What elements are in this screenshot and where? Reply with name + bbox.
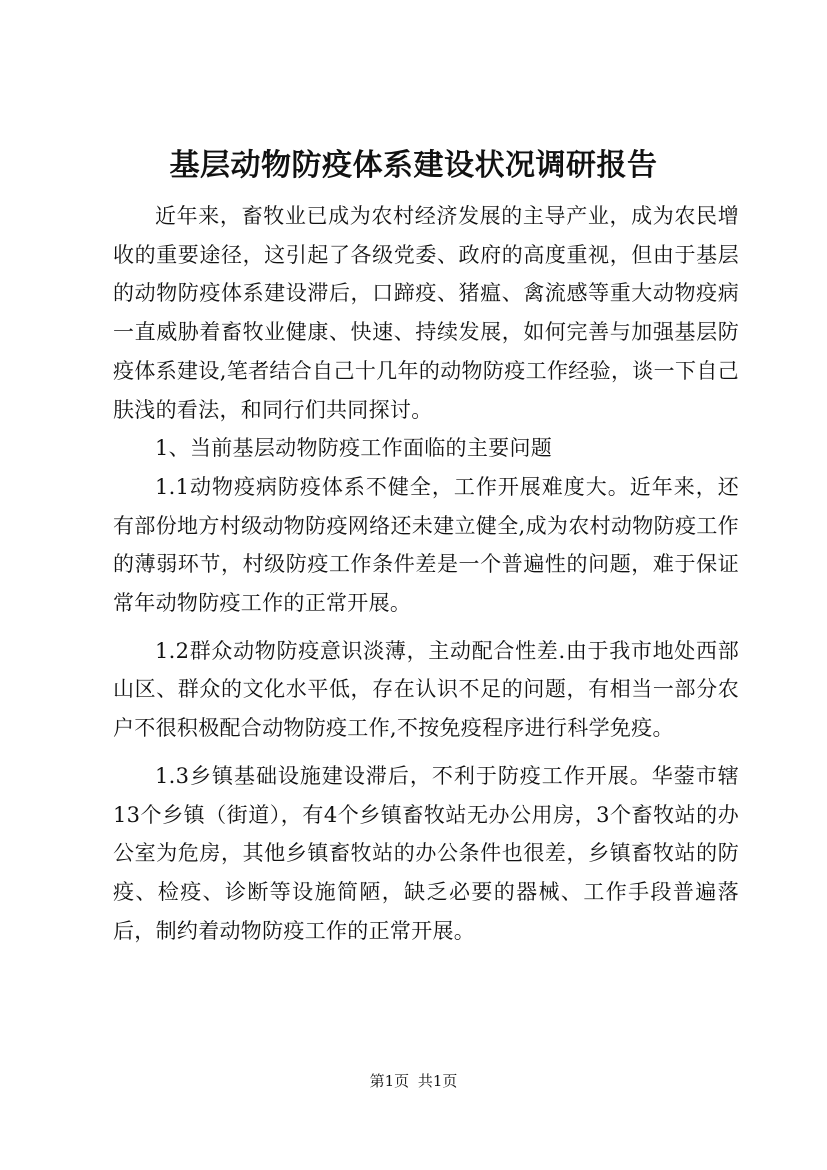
document-body bbox=[113, 197, 739, 950]
page-footer bbox=[0, 1071, 827, 1091]
section-heading-1: 1、当前基层动物防疫工作面临的主要问题 bbox=[155, 436, 553, 461]
paragraph-intro: 近年来，畜牧业已成为农村经济发展的主导产业，成为农民增收的重要途径，这引起了各级党委、政府的高度重视，但由于基层的动物防疫体系建设滞后，口蹄疫、猪瘟、禽流感等重大动物疫病一直威胁着畜牧业健康、快速、持续发展，如何完善与加强基层防疫体系建设,笔者结合自己十几年的动物防疫工作经验，谈一下自己肤浅的看法，和同行们共同探讨。 bbox=[113, 204, 739, 422]
page-number-total: 共1页 bbox=[417, 1072, 458, 1090]
paragraph-1-2: 1.2群众动物防疫意识淡薄，主动配合性差.由于我市地处西部山区、群众的文化水平低，存在认识不足的问题，有相当一部分农户不很积极配合动物防疫工作,不按免疫程序进行科学免疫。 bbox=[113, 638, 739, 741]
paragraph-1-3: 1.3乡镇基础设施建设滞后，不利于防疫工作开展。华蓥市辖13个乡镇（街道），有4个乡镇畜牧站无办公用房，3个畜牧站的办公室为危房，其他乡镇畜牧站的办公条件也很差，乡镇畜牧站的防疫、检疫、诊断等设施简陋，缺乏必要的器械、工作手段普遍落后，制约着动物防疫工作的正常开展。 bbox=[113, 763, 739, 943]
paragraph-1-1: 1.1动物疫病防疫体系不健全，工作开展难度大。近年来，还有部份地方村级动物防疫网络还未建立健全,成为农村动物防疫工作的薄弱环节，村级防疫工作条件差是一个普遍性的问题，难于保证常年动物防疫工作的正常开展。 bbox=[113, 474, 739, 616]
document-title: 基层动物防疫体系建设状况调研报告 bbox=[169, 148, 658, 183]
page-number-current: 第1页 bbox=[369, 1072, 410, 1090]
